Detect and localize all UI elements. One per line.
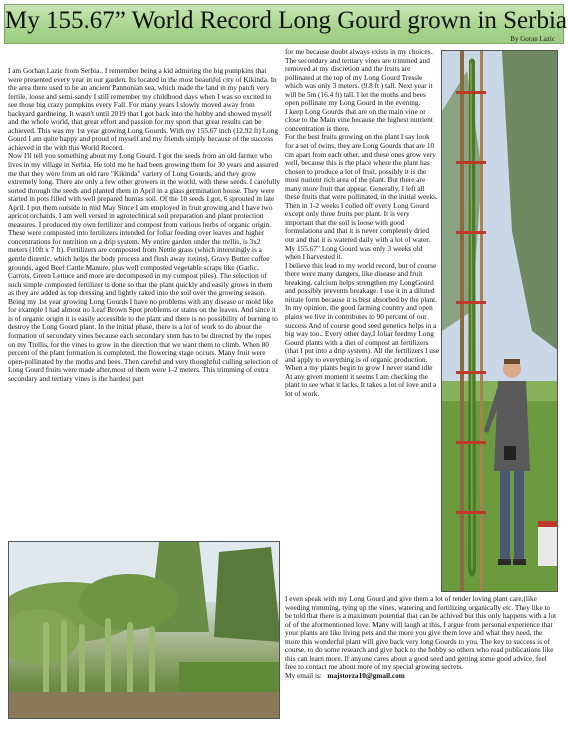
photo-garden-illustration — [9, 542, 280, 719]
page-title: My 155.67” World Record Long Gourd grown in Serbia — [5, 7, 568, 34]
header-banner — [4, 4, 568, 44]
email-line — [285, 671, 405, 680]
photo-gourd-garden — [8, 541, 280, 719]
email-address[interactable]: majstorza10@gmail.com — [327, 670, 405, 680]
photo-grower-illustration — [442, 51, 558, 592]
article-column-1: I am Gorhan Lazic from Serbia.. I remember being a kid admiring the big pumpkins that were presented every year in our garden. Its located in the most beautiful city of Kikinda. In the area there used to be an ancient Pannonian sea, which made the land in my patch very fertile, loose and semi-sandy I still remember my childhood days when I was so excited to see those big crazy pumpkins every Fall. For many years I slowly moved away from backyard gardneing. It wasn't until 2019 that I got back into the hobby and showed myself and the whole world, that great effort and passion for my sport that great results can be achieved. This was my 1st year growing Long Gourds. With my 155.67 inch (12.92 ft) Long Gourd I am quite happy and proud of myself and my friends simply because of the success achieved in the with this World Record. Now I'll tell you something about my Long Gourd. I got the seeds from an old farmer who lives in my village in Serbia. He told me he had been growing them for 30 years and assured me that they were from an old rare "Kikinda" variety of Long Gourds, and they grow extremely long. There are only a few other growers in the world, with these seeds. I carefully sorted through the seeds and planted them in April in a glass germination house. They were started in pots filled with well prepared humas soil. Of the 10 seeds I got, 6 sprouted in late April. I put them outside in mid May Since I am employed in fruit growing and I have two apricot orchards, I am well versed in agrotechnical soil preparation and plant protection measures. I produced my own fertilizer and compost from various herbs of organic origin. These were composted into fertilizers intended for foliar feeding over leaves and higher concentrations for nutrition on a drip system. My entire garden under the trellis, is 3x2 meters (10ft x 7 ft). Fertilizers are composted from Nettle grass (which interstingly is a gentle diuretic, which helps the body process and flush away toxins), Gravy Butter coffee grounds, aged Beef Cattle Manure, plus well composted vegetable scraps like (Garlic, Carrots, Green Lettuce and more are decomposed in my compost piles). The selection of such simple composted fertilizer is done so that the plant quickly and easily grows in them as they are added as top dressing and lightly raked into the soil over the growing season. Being my 1st year growing Long Gourds I have no problems with any disease or mold like for example I had almost no Leaf Brown Spot problems or stains on the leaves. And since it is of organic origin it is easily accessible to the plant and there is no possibility of burning to destroy the Long Gourd plant. In the initial phase, there is a lot of work to do about the formation of secondary vines because each secondary stem has to be directed by the ropes on my Trellis, for the vines to grow in the direction that we want them to climb. When 80 percent of the plant formation is completed, the flowering stage occurs. Many fruit were open-pollinated by the moths and bees. Then careful and very thoughtful culling selection of Long Gourd fruits were made after,most of them were 1-2 meters. This trimming of extra secondary and tertiary vines is the hardest part — [8, 67, 280, 383]
article-column-2: for me because doubt always exists in my choices.. The secondary and tertiary vines are trimmed and removed at my discretion and the fruits are pollinated at the top of my Long Gourd Tressle which was only 3 meters. (9.8 ft ) tall. Next year it will be 5m (16.4 ft) tall. I let the moths and bees open pollinate my Long Gourd in the evening. I keep Long Gourds that are on the main vine or close to the Main vine because the highest nutrient concentration is there. For the best fruits growing on the plant I say look for a set of twins, they are Long Gourds that are 10 cm apart from each other, and these ones grow very well, because this is the place where the plant has chosen to produce a lot of fruit, possibly it is the most nurient rich area of the plant. But there are many more fruit that appear. Generally, I left all these fruits that were pollinated, in the initial weeks. Then in 1-2 weeks I culled off every Long Gourd except only three fruits per plant. It is very important that the soil is loose with good formulations and that it is never completely dried out and that it is watered daily with a lot of water. My 155.67" Long Gourd was only 3 weeks old when I harvested it. I believe this lead to my world record, but of course there were many dangers, like disease and fruit breaking. calcium helps strengthen my LongGourd and possibly prevents breakage. I use it in a diluted nitrate form because it is best absorbed by the plant. In my opinion, the good farming country and open plains we live in contributes to 90 percent of our success And of course good seed genetics helps in a big way too.. Every other day,I foliar feedmy Long Gourd plants with a diet of compost an fertilizers (that I put into a drip system). All the fertilizers I use and apply to everything is of organic production. When a my plants begin to grow I never stand idle At any given moment it seems I am checking the plant to see what it lacks. It takes a lot of love and a lot of work. — [285, 48, 439, 398]
byline: By Goran Lazic — [510, 35, 555, 43]
article-column-3 — [285, 595, 558, 721]
email-label: My email is: — [285, 670, 322, 680]
photo-grower-with-gourd — [441, 50, 558, 592]
article-column-3-text: I even speak with my Long Gourd and give them a lot of tender loving plant care,(like weeding trimming, tying up the vines, watering and fertilizing organically etc. They like to be told that there is a maximum potential that can be achived but this only happens with a lot of of the aformentioned love. Many will laugh at this, I argue from personal experience that your plants are like living pets and the more you give them love and what they need, the more this wonderful plant will give back very long Gourds to you. The key to success is of course, to do some research and give back to the hobby so others who read publications like this can learn more. If anyone cares about a good seed and getting some good advice, feel free to contact me about more of my special growing secrets. — [285, 595, 557, 672]
